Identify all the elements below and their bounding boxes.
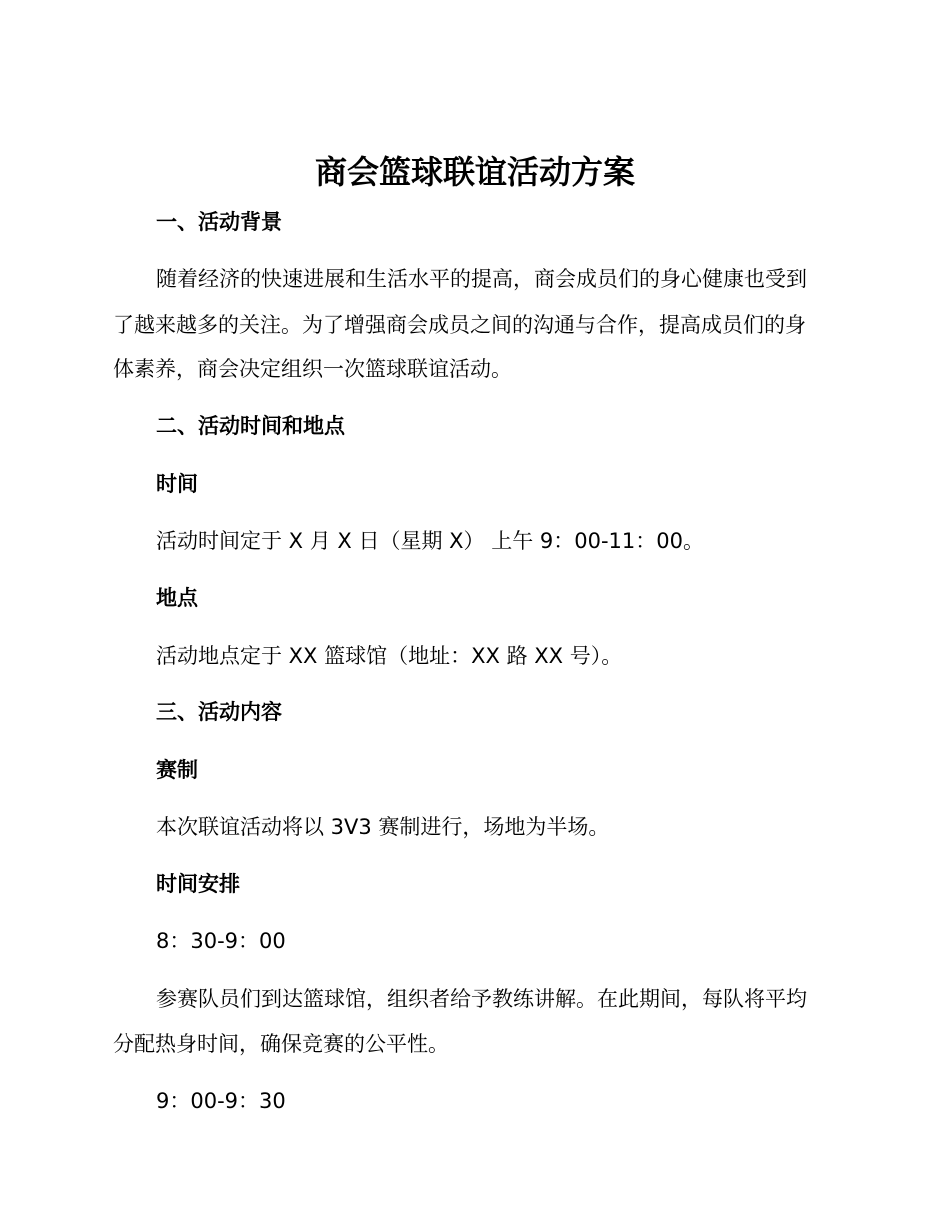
schedule-slot-time: 9：00-9：30 [156,1089,286,1113]
paragraph-line: 了越来越多的关注。为了增强商会成员之间的沟通与合作，提高成员们的身 [113,313,806,337]
paragraph-line: 分配热身时间，确保竞赛的公平性。 [113,1032,449,1056]
paragraph-line: 参赛队员们到达篮球馆，组织者给予教练讲解。在此期间，每队将平均 [156,987,807,1011]
section-heading-background: 一、活动背景 [156,210,282,234]
subheading-time: 时间 [156,472,198,496]
subheading-format: 赛制 [156,758,198,782]
format-text: 本次联谊活动将以 3V3 赛制进行，场地为半场。 [156,815,610,839]
paragraph-line: 随着经济的快速进展和生活水平的提高，商会成员们的身心健康也受到 [156,267,807,291]
document-title: 商会篮球联谊活动方案 [314,153,635,191]
subheading-schedule: 时间安排 [156,872,240,896]
subheading-place: 地点 [156,586,198,610]
schedule-slot-time: 8：30-9：00 [156,929,286,953]
paragraph-line: 体素养，商会决定组织一次篮球联谊活动。 [113,357,512,381]
place-text: 活动地点定于 XX 篮球馆（地址：XX 路 XX 号）。 [156,644,623,668]
time-text: 活动时间定于 X 月 X 日（星期 X） 上午 9：00-11：00。 [156,529,704,553]
section-heading-time-place: 二、活动时间和地点 [156,414,345,438]
section-heading-content: 三、活动内容 [156,700,282,724]
